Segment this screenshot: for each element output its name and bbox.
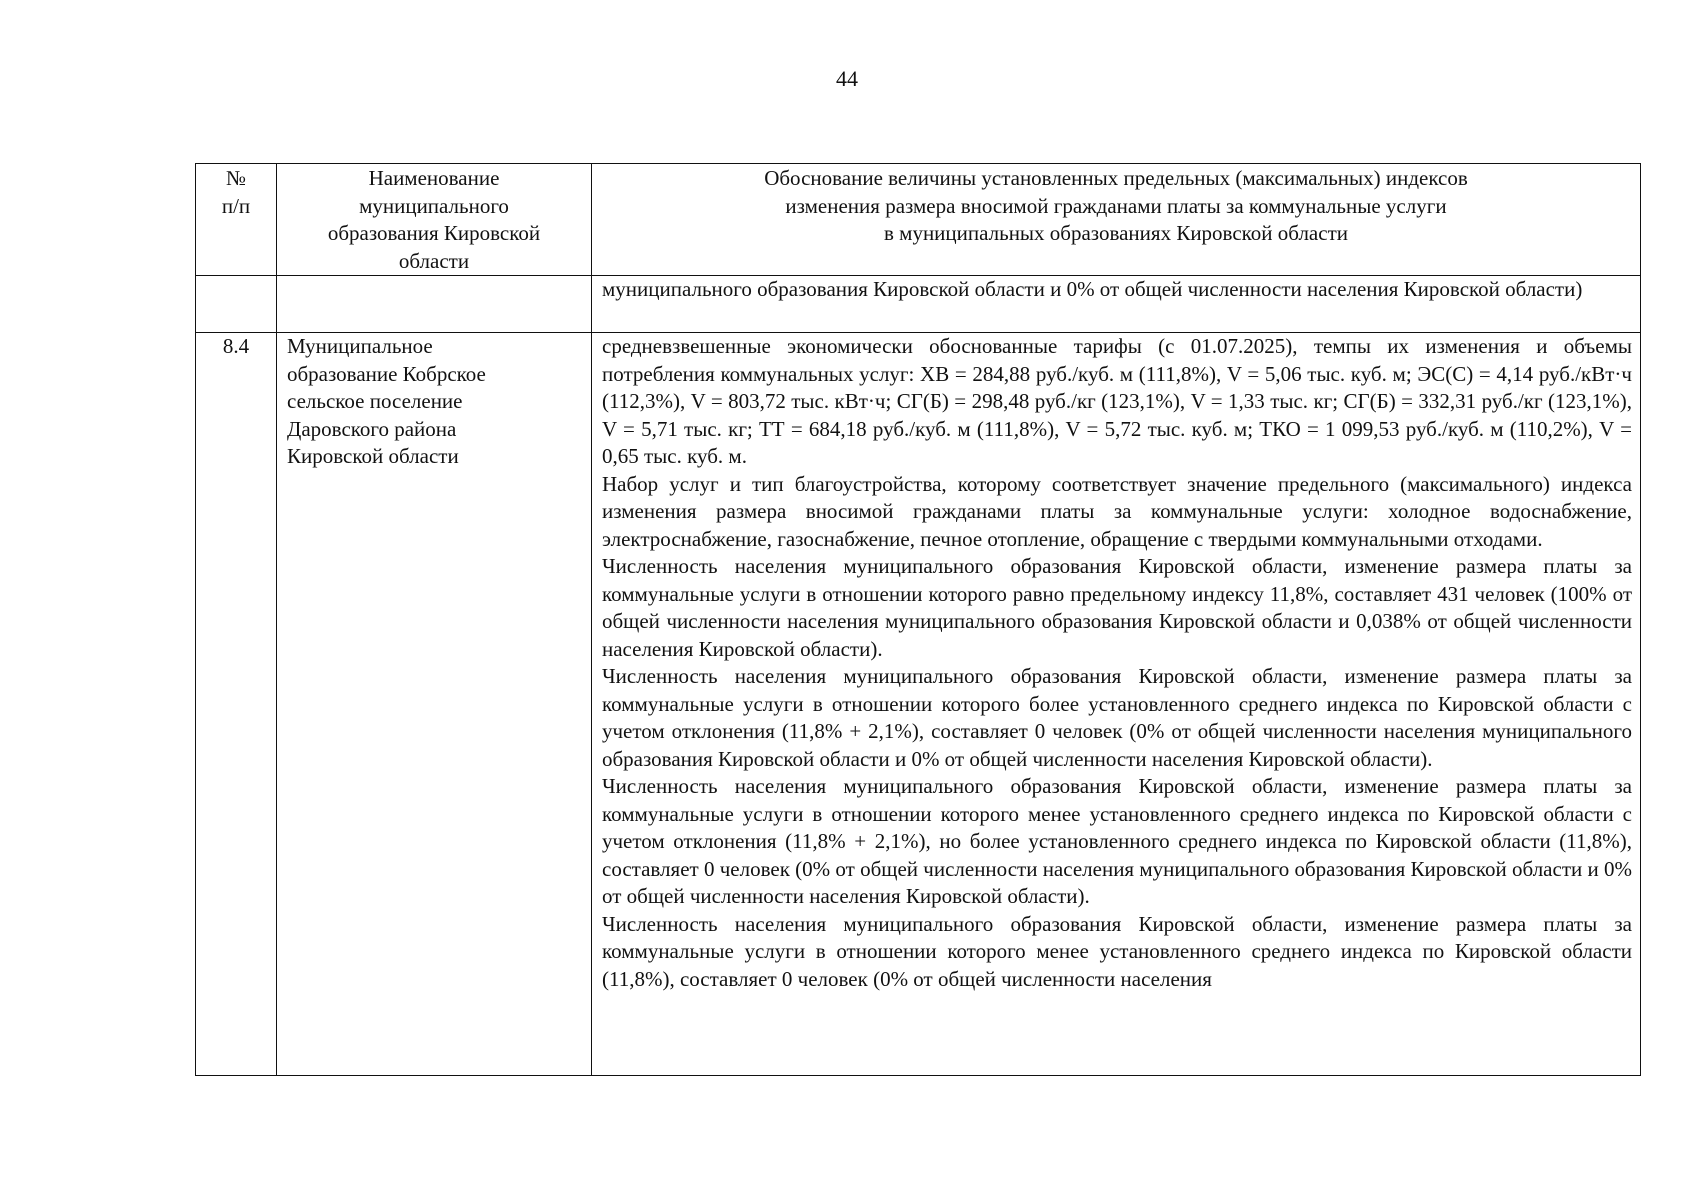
municipality-name-line: образование Кобрское <box>287 361 486 386</box>
table-row-continuation <box>196 276 1641 333</box>
tariff-paragraph: средневзвешенные экономически обоснованные тарифы (с 01.07.2025), темпы их изменения и объемы потребления коммунальных услуг: ХВ = 284,88 руб./куб. м (111,8%), V = 5,06 тыс. куб. м; ЭС(С) = 4,14 руб./кВт·ч (112,3%), V = 803,72 тыс. кВт·ч; СГ(Б) = 298,48 руб./кг (123,1%), V = 1,33 тыс. кг; СГ(Б) = 332,31 руб./кг (123,1%), V = 5,71 тыс. кг; ТТ = 684,18 руб./куб. м (111,8%), V = 5,72 тыс. куб. м; ТКО = 1 099,53 руб./куб. м (110,2%), V = 0,65 тыс. куб. м. <box>602 334 1632 468</box>
justification-table <box>195 163 1641 1076</box>
population-below-paragraph: Численность населения муниципального образования Кировской области, изменение размера платы за коммунальные услуги в отношении которого менее установленного среднего индекса по Кировской области (11,8%), составляет 0 человек (0% от общей численности населения <box>602 911 1632 991</box>
row-municipality <box>277 333 592 1076</box>
justification-paragraph: муниципального образования Кировской области и 0% от общей численности населения Кировской области) <box>602 277 1583 301</box>
header-line: образования Кировской <box>327 221 541 245</box>
population-between-paragraph: Численность населения муниципального образования Кировской области, изменение размера платы за коммунальные услуги в отношении которого менее установленного среднего индекса по Кировской области с учетом отклонения (11,8% + 2,1%), но более установленного среднего индекса по Кировской области (11,8%), составляет 0 человек (0% от общей численности населения муниципального образования Кировской области и 0% от общей численности населения Кировской области). <box>602 774 1632 908</box>
justification-text <box>602 333 1632 1075</box>
header-municipality-name <box>277 164 592 276</box>
header-line: Наименование <box>368 166 500 190</box>
header-line: области <box>398 248 470 273</box>
page-number: 44 <box>836 66 858 91</box>
municipality-name-line: Даровского района <box>287 416 457 441</box>
row-municipality <box>277 276 592 333</box>
population-equal-paragraph: Численность населения муниципального образования Кировской области, изменение размера платы за коммунальные услуги в отношении которого равно предельному индексу 11,8%, составляет 431 человек (100% от общей численности населения муниципального образования Кировской области и 0,038% от общей численности населения Кировской области). <box>602 554 1632 661</box>
header-number <box>196 164 277 276</box>
services-paragraph: Набор услуг и тип благоустройства, которому соответствует значение предельного (максимального) индекса изменения размера вносимой гражданами платы за коммунальные услуги: холодное водоснабжение, электроснабжение, газоснабжение, печное отопление, обращение с твердыми коммунальными отходами. <box>602 471 1632 551</box>
header-line: изменения размера вносимой гражданами платы за коммунальные услуги <box>785 193 1447 218</box>
row-number: 8.4 <box>196 333 277 1076</box>
municipality-name-line: Муниципальное <box>287 334 433 358</box>
header-line: № <box>225 166 247 190</box>
row-number <box>196 276 277 333</box>
population-above-paragraph: Численность населения муниципального образования Кировской области, изменение размера платы за коммунальные услуги в отношении которого более установленного среднего индекса по Кировской области с учетом отклонения (11,8% + 2,1%), составляет 0 человек (0% от общей численности населения муниципального образования Кировской области и 0% от общей численности населения Кировской области). <box>602 664 1632 771</box>
row-justification <box>592 333 1641 1076</box>
header-line: Обоснование величины установленных предельных (максимальных) индексов <box>764 166 1468 190</box>
header-line: п/п <box>221 193 251 218</box>
header-line: в муниципальных образованиях Кировской области <box>883 221 1348 245</box>
header-justification <box>592 164 1641 276</box>
row-justification <box>592 276 1641 333</box>
table-header-row <box>196 164 1641 276</box>
table-row-8-4 <box>196 333 1641 1076</box>
header-line: муниципального <box>359 193 509 218</box>
municipality-name-line: Кировской области <box>287 444 459 468</box>
municipality-name-line: сельское поселение <box>287 389 463 413</box>
